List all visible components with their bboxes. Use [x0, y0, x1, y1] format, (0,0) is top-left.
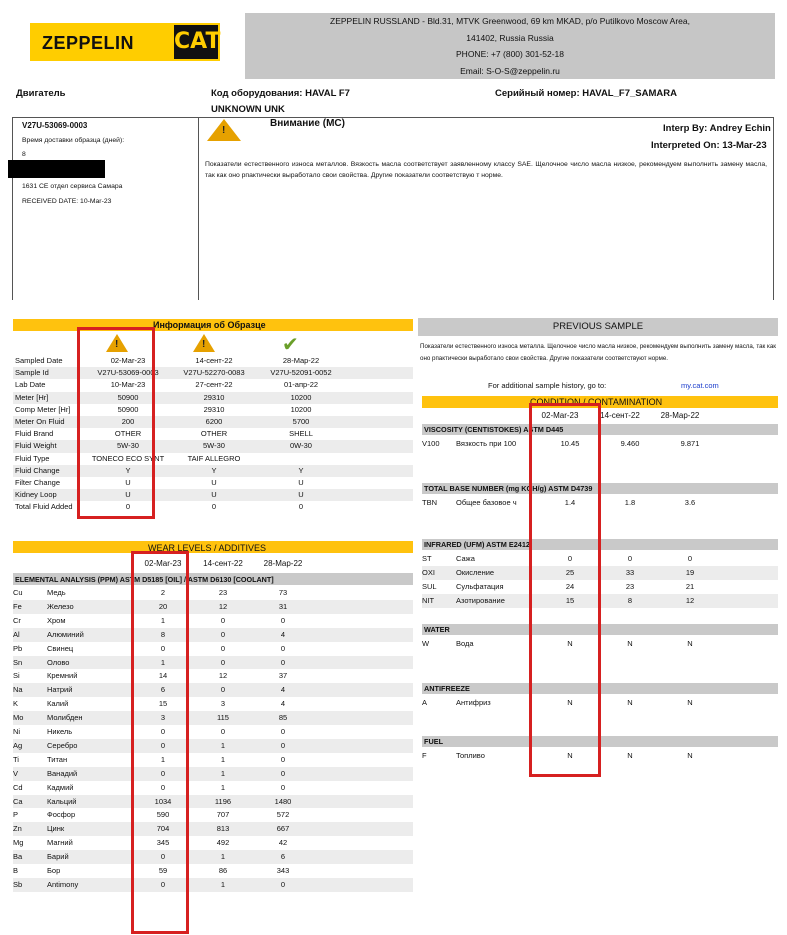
element-symbol: Cu	[13, 588, 23, 597]
condition-value: 8	[627, 596, 633, 605]
element-name: Хром	[47, 615, 66, 625]
condition-value: N	[567, 698, 573, 707]
sample-info-title: Информация об Образце	[153, 320, 266, 330]
element-value: 0	[280, 615, 286, 625]
element-value: 115	[217, 713, 229, 723]
condition-section-title: ANTIFREEZE	[424, 684, 470, 693]
element-value: 1	[220, 768, 226, 778]
wear-row	[13, 642, 413, 656]
element-name: Цинк	[47, 824, 65, 834]
sample-info-value: 0	[211, 502, 217, 512]
interp-panel-border	[773, 117, 774, 300]
equipment-model: UNKNOWN UNK	[211, 104, 285, 115]
wear-row	[13, 656, 413, 670]
condition-value: 15	[565, 596, 575, 605]
element-value: 590	[156, 810, 170, 820]
sample-info-value: U	[125, 478, 131, 487]
condition-section-title: TOTAL BASE NUMBER (mg KOH/g) ASTM D4739	[424, 484, 593, 493]
wear-row	[13, 864, 413, 878]
redacted-block	[8, 160, 105, 178]
element-symbol: V	[13, 768, 19, 778]
previous-sample-band	[418, 318, 778, 336]
wear-row	[13, 878, 413, 892]
sample-info-row	[13, 489, 413, 501]
wear-row	[13, 669, 413, 683]
left-panel-border-right	[198, 117, 199, 300]
element-value: 0	[160, 879, 166, 889]
sample-info-value: 200	[121, 417, 135, 426]
element-symbol: Mg	[13, 838, 24, 848]
element-value: 12	[218, 671, 228, 681]
element-name: Antimony	[47, 879, 79, 889]
element-symbol: Ba	[13, 852, 23, 862]
sample-info-value: 29310	[203, 404, 225, 414]
element-value: 0	[160, 768, 166, 778]
sample-info-value: 5700	[292, 417, 310, 426]
element-value: 23	[218, 588, 228, 597]
wear-date-1: 02-Mar-23	[144, 559, 182, 568]
element-name: Серебро	[47, 740, 78, 750]
condition-value: N	[687, 751, 693, 760]
sample-info-row	[13, 416, 413, 428]
element-name: Молибден	[47, 713, 83, 723]
element-symbol: Cr	[13, 615, 21, 625]
condition-value: N	[687, 639, 693, 648]
logo-zeppelin-text: ZEPPELIN	[42, 33, 135, 53]
previous-sample-title: PREVIOUS SAMPLE	[552, 321, 644, 332]
condition-section-title: INFRARED (UFM) ASTM E2412	[424, 540, 530, 549]
element-value: 4	[280, 699, 286, 709]
sample-info-label: Filter Change	[15, 478, 61, 487]
wear-row	[13, 697, 413, 711]
sample-info-value: 5W-30	[117, 441, 139, 451]
condition-symbol: TBN	[422, 498, 437, 507]
sample-info-value: V27U-53069-0003	[97, 368, 159, 378]
condition-title: CONDITION / CONTAMINATION	[530, 397, 663, 407]
zeppelin-cat-logo	[30, 23, 220, 61]
condition-name: Окисление	[456, 568, 495, 577]
condition-section-title: VISCOSITY (CENTISTOKES) ASTM D445	[424, 425, 564, 434]
highlight-box-wear	[131, 551, 189, 934]
condition-value: N	[687, 698, 693, 707]
sample-info-value: 50900	[117, 404, 139, 414]
wear-row	[13, 781, 413, 795]
wear-subheader	[13, 573, 413, 585]
element-value: 85	[278, 713, 288, 723]
element-value: 1	[160, 754, 166, 764]
sample-info-row	[13, 453, 413, 465]
sample-info-row	[13, 501, 413, 513]
sample-info-value: 01-апр-22	[283, 380, 319, 390]
company-phone: PHONE: +7 (800) 301-52-18	[456, 49, 564, 59]
element-value: 0	[220, 685, 226, 695]
element-value: 0	[160, 643, 166, 653]
element-name: Алюминий	[47, 629, 84, 639]
element-value: 0	[280, 768, 286, 778]
sample-info-row	[13, 355, 413, 367]
element-symbol: Al	[13, 629, 20, 639]
element-value: 4	[280, 629, 286, 639]
condition-section-title: WATER	[424, 625, 450, 634]
element-value: 1	[160, 615, 166, 625]
condition-section-title: FUEL	[424, 737, 444, 746]
element-value: 8	[160, 629, 166, 639]
history-label: For additional sample history, go to:	[488, 381, 607, 390]
element-name: Титан	[47, 754, 68, 764]
sample-info-value: OTHER	[200, 429, 228, 439]
element-value: 0	[280, 782, 286, 792]
condition-value: 0	[627, 554, 633, 563]
element-value: 6	[280, 852, 286, 862]
interpretation-text: Показатели естественного износа металлов. Вязкость масла соответствует заявленному классу SAE. Щелочное число масла низкое, рекомендуем выполнить замену масла, так как оно рпактически выработало свои свойства. Другие показатели соответствую т норме.	[205, 161, 767, 179]
sample-info-label: Sample Id	[15, 368, 49, 378]
company-address-1: ZEPPELIN RUSSLAND - Bld.31, MTVK Greenwood, 69 km MKAD, p/o Putilkovo Moscow Area,	[330, 16, 690, 26]
wear-row	[13, 739, 413, 753]
element-value: 15	[158, 699, 168, 709]
wear-row	[13, 808, 413, 822]
condition-name: Сульфатация	[456, 582, 504, 591]
condition-value: 1.8	[624, 498, 636, 507]
element-symbol: Ca	[13, 796, 23, 806]
wear-row	[13, 586, 413, 600]
element-value: 12	[218, 601, 228, 611]
condition-symbol: NIT	[422, 596, 435, 605]
condition-symbol: A	[422, 698, 428, 707]
element-symbol: Ag	[13, 740, 23, 750]
element-symbol: Mo	[13, 713, 24, 723]
sample-info-value: U	[211, 490, 217, 500]
element-value: 704	[156, 824, 170, 834]
element-symbol: Fe	[13, 601, 22, 611]
company-email: Email: S-O-S@zeppelin.ru	[460, 65, 560, 76]
element-value: 572	[276, 810, 290, 820]
attention-status: Внимание (MC)	[270, 118, 345, 129]
element-value: 0	[280, 754, 286, 764]
status-warning-icon-2: !	[193, 334, 215, 352]
wear-row	[13, 795, 413, 809]
sample-info-value: 10200	[290, 392, 312, 402]
condition-symbol: W	[422, 639, 430, 648]
element-value: 667	[276, 824, 290, 834]
sample-info-value: U	[211, 478, 217, 487]
sample-info-row	[13, 477, 413, 489]
sample-info-value: 10-Mar-23	[110, 380, 146, 390]
element-value: 1	[160, 657, 166, 667]
condition-symbol: F	[422, 751, 427, 760]
wear-row	[13, 711, 413, 725]
condition-name: Вязкость при 100	[456, 439, 517, 448]
sample-info-value: OTHER	[114, 429, 142, 439]
sample-info-value: 10200	[290, 404, 312, 414]
highlight-box-sample-info	[77, 327, 155, 519]
element-value: 0	[280, 879, 286, 889]
sample-info-label: Total Fluid Added	[15, 502, 73, 512]
element-symbol: K	[13, 699, 19, 709]
element-symbol: Cd	[13, 782, 23, 792]
sample-info-value: Y	[125, 465, 131, 475]
sample-info-row	[13, 367, 413, 379]
element-name: Железо	[47, 601, 74, 611]
cond-date-3: 28-Map-22	[660, 411, 700, 420]
history-link[interactable]: my.cat.com	[681, 381, 719, 390]
sample-info-label: Meter [Hr]	[15, 392, 49, 402]
element-value: 0	[220, 615, 226, 625]
sample-info-value: SHELL	[289, 429, 313, 439]
sample-info-value: TONECO ECO SYNT	[91, 453, 165, 463]
highlight-box-condition	[529, 403, 601, 777]
condition-value: 9.460	[620, 439, 640, 448]
condition-value: N	[567, 639, 573, 648]
sample-info-value: 0W-30	[290, 441, 312, 451]
element-name: Никель	[47, 727, 73, 736]
element-value: 3	[220, 699, 226, 709]
element-value: 0	[160, 727, 166, 736]
wear-row	[13, 628, 413, 642]
sample-info-value: TAIF ALLEGRO	[187, 453, 241, 463]
condition-value: N	[627, 698, 633, 707]
sample-info-value: U	[125, 490, 131, 500]
sample-info-value: 29310	[203, 392, 225, 402]
condition-name: Топливо	[456, 751, 485, 760]
sample-info-label: Sampled Date	[15, 356, 63, 365]
condition-name: Азотирование	[456, 596, 505, 605]
condition-value: 25	[565, 568, 575, 577]
element-value: 2	[160, 588, 166, 597]
element-value: 37	[278, 671, 288, 681]
sample-info-value: U	[298, 490, 304, 500]
wear-band	[13, 541, 413, 553]
element-value: 31	[278, 601, 288, 611]
element-symbol: B	[13, 866, 19, 875]
element-value: 3	[160, 713, 166, 723]
sample-info-value: 0	[298, 502, 304, 512]
sample-info-label: Fluid Weight	[15, 441, 57, 451]
sample-info-band	[13, 319, 413, 331]
element-symbol: Na	[13, 685, 23, 695]
condition-symbol: SUL	[422, 582, 437, 591]
element-name: Ванадий	[47, 768, 78, 778]
sample-id: V27U-53069-0003	[22, 121, 88, 130]
element-value: 0	[220, 643, 226, 653]
sample-info-value: V27U-52270-0083	[183, 368, 245, 378]
condition-value: 23	[625, 582, 635, 591]
element-value: 6	[160, 685, 166, 695]
condition-name: Вода	[456, 639, 474, 648]
element-value: 4	[280, 685, 286, 695]
elemental-analysis-title: ELEMENTAL ANALYSIS (PPM) ASTM D5185 [OIL] / ASTM D6130 [COOLANT]	[15, 575, 274, 584]
company-address-2: 141402, Russia Russia	[466, 32, 554, 43]
sample-info-label: Fluid Type	[15, 453, 50, 463]
element-value: 1	[220, 754, 226, 764]
sample-info-value: Y	[211, 465, 217, 475]
condition-value: N	[627, 751, 633, 760]
logo-cat-mark: CAT	[174, 25, 218, 59]
element-value: 0	[280, 657, 286, 667]
condition-value: 0	[687, 554, 693, 563]
sample-info-value: 14-сент-22	[195, 356, 233, 365]
sample-info-row	[13, 440, 413, 452]
element-value: 0	[160, 740, 166, 750]
element-name: Магний	[47, 838, 73, 848]
wear-dates-row	[13, 557, 413, 571]
condition-value: 0	[567, 554, 573, 563]
element-symbol: P	[13, 810, 19, 820]
sample-info-value: U	[298, 478, 304, 487]
condition-value: 33	[625, 568, 635, 577]
condition-symbol: ST	[422, 554, 432, 563]
wear-row	[13, 725, 413, 739]
element-name: Свинец	[47, 643, 74, 653]
element-value: 0	[160, 782, 166, 792]
status-warning-icon-1: !	[106, 334, 128, 352]
element-name: Кадмий	[47, 782, 74, 792]
element-value: 86	[218, 866, 228, 875]
element-symbol: Sb	[13, 879, 23, 889]
element-name: Олово	[47, 657, 70, 667]
condition-value: 3.6	[684, 498, 696, 507]
wear-row	[13, 822, 413, 836]
wear-date-2: 14-сент-22	[203, 559, 243, 568]
element-value: 343	[276, 866, 290, 875]
element-value: 813	[216, 824, 230, 834]
wear-date-3: 28-Map-22	[263, 559, 303, 568]
element-value: 492	[216, 838, 230, 848]
interpreted-on: Interpreted On: 13-Mar-23	[651, 140, 767, 151]
element-value: 0	[280, 727, 286, 736]
element-value: 0	[220, 629, 226, 639]
sample-info-row	[13, 404, 413, 416]
sample-info-label: Meter On Fluid	[15, 417, 65, 426]
cond-date-1: 02-Mar-23	[541, 411, 579, 420]
sample-info-value: 27-сент-22	[195, 380, 233, 390]
element-value: 0	[160, 852, 166, 862]
previous-sample-text: Показатели естественного износа металла. Щелочное число масла низкое, рекомендуем выполнить замену масла, так как оно рпактически выработало свои свойства. Другие показатели соответствуют норме.	[420, 343, 776, 362]
element-symbol: Ti	[13, 754, 19, 764]
sample-info-value: Y	[298, 465, 304, 475]
condition-value: 12	[685, 596, 695, 605]
condition-symbol: OXI	[422, 568, 435, 577]
warning-icon: !	[207, 119, 241, 141]
wear-row	[13, 683, 413, 697]
element-value: 0	[280, 643, 286, 653]
element-value: 1	[220, 852, 226, 862]
element-name: Фосфор	[47, 810, 76, 820]
element-name: Кальций	[47, 796, 77, 806]
element-value: 42	[278, 838, 288, 848]
wear-row	[13, 614, 413, 628]
delivery-time-label: Время доставки образца (дней):	[22, 137, 125, 144]
condition-value: N	[627, 639, 633, 648]
condition-value: 24	[565, 582, 575, 591]
element-value: 1	[220, 782, 226, 792]
condition-value: 9.871	[680, 439, 700, 448]
condition-value: 21	[685, 582, 695, 591]
serial-number: Серийный номер: HAVAL_F7_SAMARA	[495, 88, 677, 99]
element-name: Калий	[47, 699, 69, 709]
engine-label: Двигатель	[16, 88, 66, 99]
cond-date-2: 14-сент-22	[600, 411, 640, 420]
element-value: 1196	[214, 796, 232, 806]
sample-info-label: Kidney Loop	[15, 490, 57, 500]
sample-info-row	[13, 392, 413, 404]
element-value: 20	[158, 601, 168, 611]
sample-info-label: Fluid Change	[15, 465, 60, 475]
element-value: 1	[220, 740, 226, 750]
wear-row	[13, 753, 413, 767]
equipment-code: Код оборудования: HAVAL F7	[211, 88, 350, 99]
service-department: 1631 CE отдел сервиса Самара	[22, 183, 123, 190]
condition-symbol: V100	[422, 439, 440, 448]
element-value: 0	[220, 657, 226, 667]
element-symbol: Pb	[13, 643, 23, 653]
sample-info-row	[13, 379, 413, 391]
condition-name: Общее базовое ч	[456, 498, 517, 507]
element-name: Натрий	[47, 685, 73, 695]
sample-info-value: 0	[125, 502, 131, 512]
sample-info-value: V27U-52091-0052	[270, 368, 332, 378]
sample-info-row	[13, 465, 413, 477]
condition-value: 19	[685, 568, 695, 577]
wear-row	[13, 850, 413, 864]
wear-row	[13, 836, 413, 850]
condition-value: 10.45	[560, 439, 580, 448]
element-value: 73	[278, 588, 288, 597]
interpreted-by: Interp By: Andrey Echin	[663, 123, 771, 134]
element-value: 0	[220, 727, 226, 736]
sample-info-value: 50900	[117, 392, 139, 402]
condition-value: 1.4	[564, 498, 576, 507]
sample-info-row	[13, 428, 413, 440]
element-value: 345	[156, 838, 170, 848]
element-value: 1480	[274, 796, 292, 806]
element-symbol: Si	[13, 671, 20, 681]
condition-name: Сажа	[456, 554, 475, 563]
element-name: Медь	[47, 588, 66, 597]
element-value: 14	[158, 671, 168, 681]
element-value: 59	[158, 866, 168, 875]
sample-info-label: Lab Date	[15, 380, 46, 390]
element-symbol: Sn	[13, 657, 23, 667]
element-symbol: Zn	[13, 824, 22, 834]
received-date: RECEIVED DATE: 10-Mar-23	[22, 198, 112, 205]
left-panel-top	[12, 117, 199, 118]
wear-title: WEAR LEVELS / ADDITIVES	[148, 543, 267, 553]
wear-row	[13, 600, 413, 614]
condition-name: Антифриз	[456, 698, 491, 707]
element-value: 0	[280, 740, 286, 750]
element-name: Бор	[47, 866, 61, 875]
sample-info-value: 02-Mar-23	[110, 356, 146, 365]
sample-info-value: 6200	[205, 417, 223, 426]
element-name: Кремний	[47, 671, 78, 681]
left-panel-border	[12, 117, 13, 300]
sample-info-label: Comp Meter [Hr]	[15, 404, 71, 414]
company-header	[245, 13, 775, 79]
delivery-days: 8	[22, 151, 26, 158]
element-value: 1034	[154, 796, 172, 806]
sample-info-value: 28-Map-22	[282, 356, 320, 365]
sample-info-value: 5W-30	[203, 441, 225, 451]
element-value: 707	[216, 810, 230, 820]
sample-info-label: Fluid Brand	[15, 429, 54, 439]
condition-value: N	[567, 751, 573, 760]
element-value: 1	[220, 879, 226, 889]
wear-row	[13, 767, 413, 781]
element-name: Барий	[47, 852, 69, 862]
status-ok-icon: ✔	[282, 332, 299, 356]
element-symbol: Ni	[13, 727, 21, 736]
